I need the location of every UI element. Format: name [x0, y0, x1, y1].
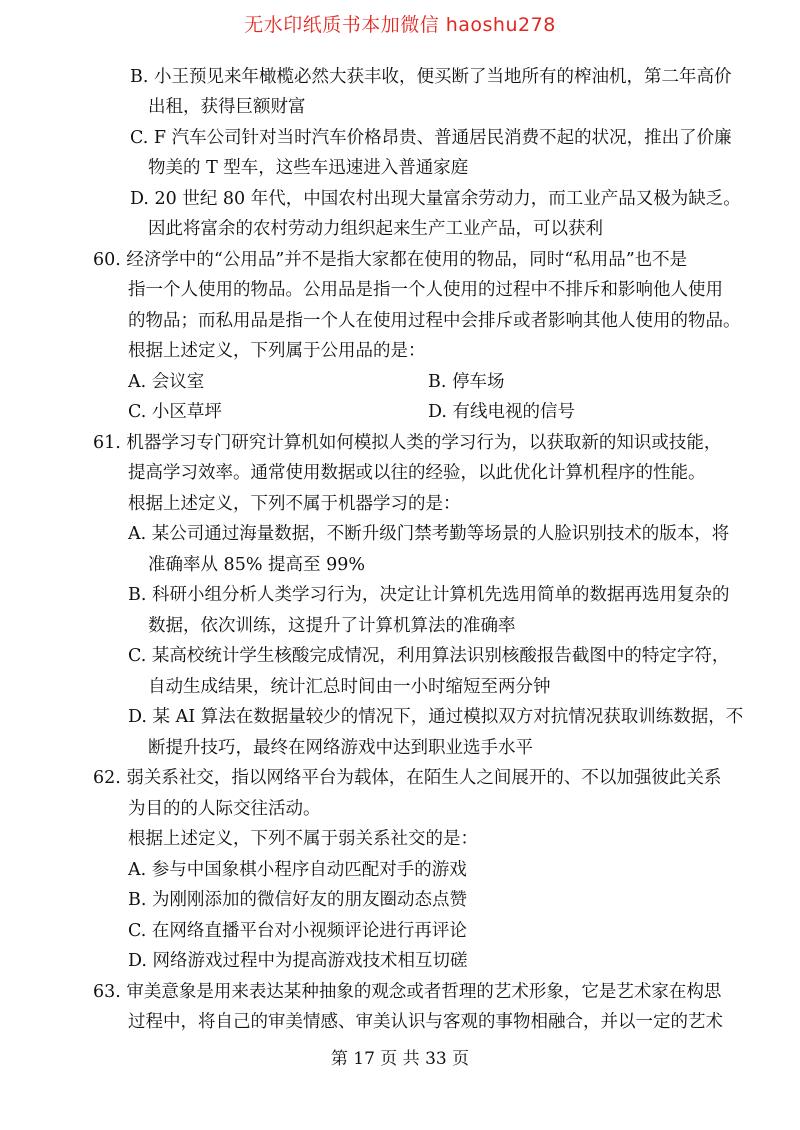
q61-option-b-line2: 数据，依次训练，这提升了计算机算法的准确率	[148, 616, 516, 636]
q59-option-c-line1: C. F 汽车公司针对当时汽车价格昂贵、普通居民消费不起的状况，推出了价廉	[130, 128, 732, 148]
q62-option-d: D. 网络游戏过程中为提高游戏技术相互切磋	[128, 951, 468, 971]
q60-stem-line2: 指一个人使用的物品。公用品是指一个人使用的过程中不排斥和影响他人使用	[128, 280, 723, 300]
q60-option-a: A. 会议室	[128, 372, 205, 392]
q61-question: 根据上述定义，下列不属于机器学习的是：	[128, 494, 461, 514]
q62-option-a: A. 参与中国象棋小程序自动匹配对手的游戏	[128, 860, 467, 880]
q61-stem-line1: 61. 机器学习专门研究计算机如何模拟人类的学习行为，以获取新的知识或技能，	[93, 433, 722, 453]
q60-stem-line3: 的物品；而私用品是指一个人在使用过程中会排斥或者影响其他人使用的物品。	[128, 311, 741, 331]
q61-option-c-line1: C. 某高校统计学生核酸完成情况，利用算法识别核酸报告截图中的特定字符，	[128, 646, 730, 666]
q59-option-b-line2: 出租，获得巨额财富	[148, 97, 306, 117]
q60-option-b: B. 停车场	[428, 372, 505, 392]
q61-option-a-line1: A. 某公司通过海量数据，不断升级门禁考勤等场景的人脸识别技术的版本，将	[128, 524, 730, 544]
q61-option-c-line2: 自动生成结果，统计汇总时间由一小时缩短至两分钟	[148, 677, 551, 697]
page-footer: 第 17 页 共 33 页	[330, 1049, 470, 1069]
q61-option-b-line1: B. 科研小组分析人类学习行为，决定让计算机先选用简单的数据再选用复杂的	[128, 585, 730, 605]
q62-stem-line1: 62. 弱关系社交，指以网络平台为载体，在陌生人之间展开的、不以加强彼此关系	[93, 768, 722, 788]
q61-option-a-line2: 准确率从 85% 提高至 99%	[148, 555, 365, 575]
watermark: 无水印纸质书本加微信 haoshu278	[244, 14, 556, 36]
q62-stem-line2: 为目的的人际交往活动。	[128, 799, 321, 819]
q62-option-c: C. 在网络直播平台对小视频评论进行再评论	[128, 921, 467, 941]
q63-stem-line1: 63. 审美意象是用来表达某种抽象的观念或者哲理的艺术形象，它是艺术家在构思	[93, 982, 722, 1002]
q60-option-d: D. 有线电视的信号	[428, 402, 576, 422]
q62-question: 根据上述定义，下列不属于弱关系社交的是：	[128, 829, 478, 849]
q63-stem-line2: 过程中，将自己的审美情感、审美认识与客观的事物相融合，并以一定的艺术	[128, 1012, 723, 1032]
q61-option-d-line2: 断提升技巧，最终在网络游戏中达到职业选手水平	[148, 738, 533, 758]
q61-option-d-line1: D. 某 AI 算法在数据量较少的情况下，通过模拟双方对抗情况获取训练数据，不	[128, 707, 744, 727]
q59-option-d-line2: 因此将富余的农村劳动力组织起来生产工业产品，可以获利	[148, 219, 603, 239]
q60-option-c: C. 小区草坪	[128, 402, 222, 422]
q59-option-d-line1: D. 20 世纪 80 年代，中国农村出现大量富余劳动力，而工业产品又极为缺乏。	[130, 189, 741, 209]
q60-stem-line1: 60. 经济学中的“公用品”并不是指大家都在使用的物品，同时“私用品”也不是	[93, 250, 688, 270]
q61-stem-line2: 提高学习效率。通常使用数据或以往的经验，以此优化计算机程序的性能。	[128, 463, 706, 483]
q59-option-b-line1: B. 小王预见来年橄榄必然大获丰收，便买断了当地所有的榨油机，第二年高价	[130, 67, 732, 87]
q60-question: 根据上述定义，下列属于公用品的是：	[128, 341, 426, 361]
q59-option-c-line2: 物美的 T 型车，这些车迅速进入普通家庭	[148, 158, 469, 178]
q62-option-b: B. 为刚刚添加的微信好友的朋友圈动态点赞	[128, 890, 467, 910]
